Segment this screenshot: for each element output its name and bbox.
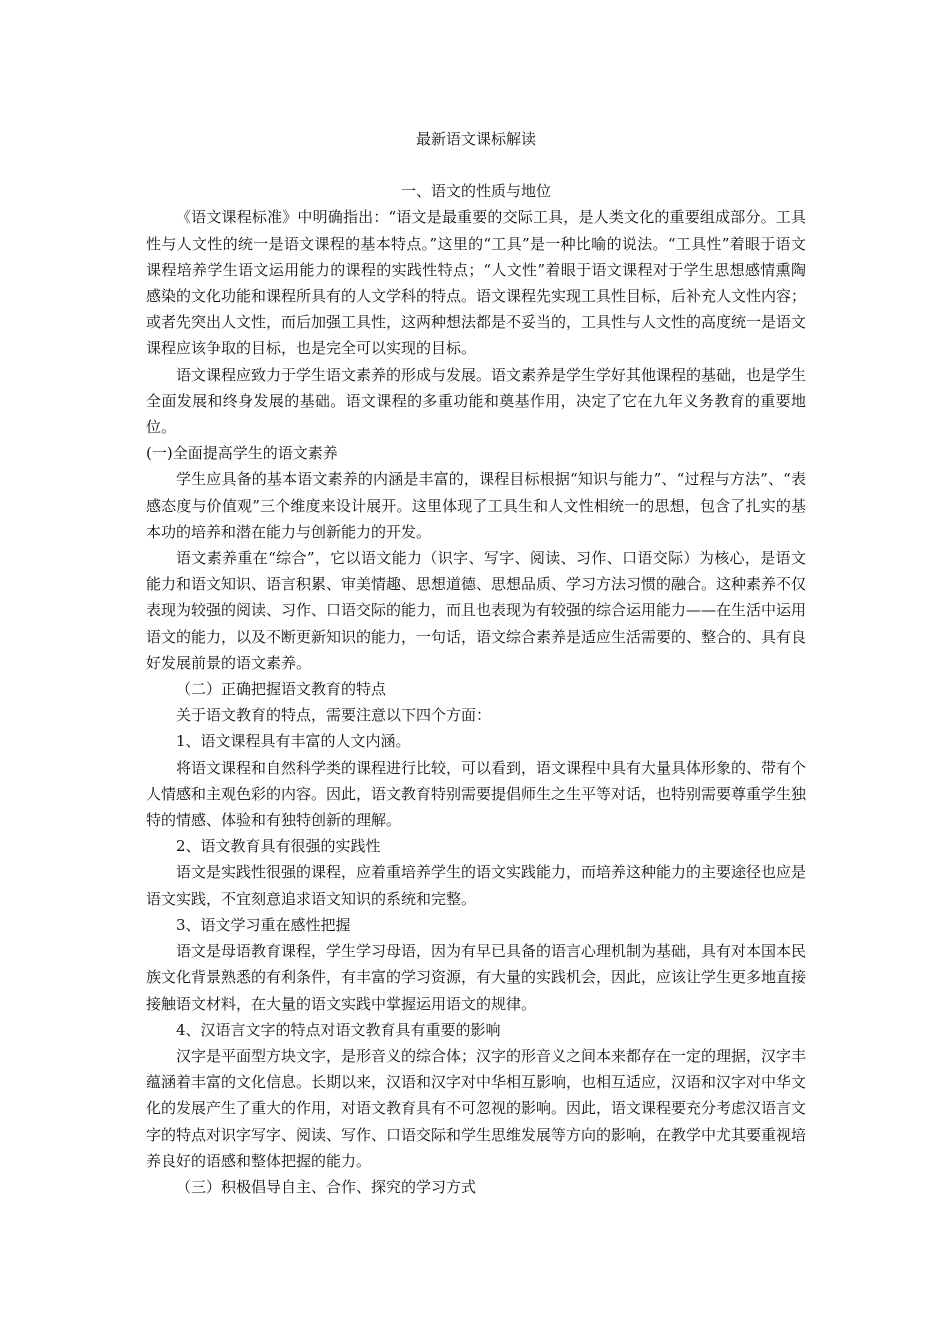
paragraph: 语文课程应致力于学生语文素养的形成与发展。语文素养是学生学好其他课程的基础，也是学生全面发展和终身发展的基础。语文课程的多重功能和奠基作用，决定了它在九年义务教育的重要地位。 [146,365,807,437]
document-title: 最新语文课标解读 [415,130,536,148]
document-body [146,126,806,1200]
section-heading: 一、语文的性质与地位 [400,182,551,201]
paragraph: 语文是母语教育课程，学生学习母语，因为有早已具备的语言心理机制为基础，具有对本国本民族文化背景熟悉的有利条件，有丰富的学习资源，有大量的实践机会，因此，应该让学生更多地直接接触语文材料，在大量的语文实践中掌握运用语文的规律。 [146,942,807,1013]
paragraph: 学生应具备的基本语文素养的内涵是丰富的，课程目标根据“知识与能力”、“过程与方法”、“表感态度与价值观”三个维度来设计展开。这里体现了工具生和人文性相统一的思想，包含了扎实的基本功的培养和潜在能力与创新能力的开发。 [146,470,806,541]
list-heading: 4、汉语言文字的特点对语文教育具有重要的影响 [176,1020,501,1039]
paragraph: 汉字是平面型方块文字，是形音义的综合体；汉字的形音义之间本来都存在一定的理据，汉字丰蕴涵着丰富的文化信息。长期以来，汉语和汉字对中华相互影响，也相互适应，汉语和汉字对中华文化的发展产生了重大的作用，对语文教育具有不可忽视的影响。因此，语文课程要充分考虑汉语言文字的特点对识字写字、阅读、写作、口语交际和学生思维发展等方向的影响，在教学中尤其要重视培养良好的语感和整体把握的能力。 [146,1046,807,1170]
paragraph: 语文是实践性很强的课程，应着重培养学生的语文实践能力，而培养这种能力的主要途径也应是语文实践，不宜刻意追求语文知识的系统和完整。 [146,863,807,908]
paragraph: 《语文课程标准》中明确指出：“语文是最重要的交际工具，是人类文化的重要组成部分。工具性与人文性的统一是语文课程的基本特点。”这里的“工具”是一种比喻的说法。“工具性”着眼于语文课程培养学生语文运用能力的课程的实践性特点；“人文性”着眼于语文课程对于学生思想感情熏陶感染的文化功能和课程所具有的人文学科的特点。语文课程先实现工具性目标，后补充人文性内容；或者先突出人文性，而后加强工具性，这两种想法都是不妥当的，工具性与人文性的高度统一是语文课程应该争取的目标，也是完全可以实现的目标。 [146,208,807,358]
paragraph: 将语文课程和自然科学类的课程进行比较，可以看到，语文课程中具有大量具体形象的、带有个人情感和主观色彩的内容。因此，语文教育特别需要提倡师生之生平等对话，也特别需要尊重学生独特的情感、体验和有独特创新的理解。 [146,758,807,830]
subsection-heading: (一)全面提高学生的语文素养 [146,444,338,463]
subsection-heading: （二）正确把握语文教育的特点 [176,680,387,699]
paragraph: 关于语文教育的特点，需要注意以下四个方面： [176,706,492,725]
list-heading: 3、语文学习重在感性把握 [176,915,351,934]
title-spacer [146,152,806,178]
list-heading: 1、语文课程具有丰富的人文内涵。 [176,732,411,751]
paragraph: 语文素养重在“综合”，它以语文能力（识字、写字、阅读、习作、口语交际）为核心，是语文能力和语文知识、语言积累、审美情趣、思想道德、思想品质、学习方法习惯的融合。这种素养不仅表现为较强的阅读、习作、口语交际的能力，而且也表现为有较强的综合运用能力——在生活中运用语文的能力，以及不断更新知识的能力，一句话，语文综合素养是适应生活需要的、整合的、具有良好发展前景的语文素养。 [146,549,807,672]
subsection-heading: （三）积极倡导自主、合作、探究的学习方式 [176,1177,477,1196]
list-heading: 2、语文教育具有很强的实践性 [176,837,381,856]
